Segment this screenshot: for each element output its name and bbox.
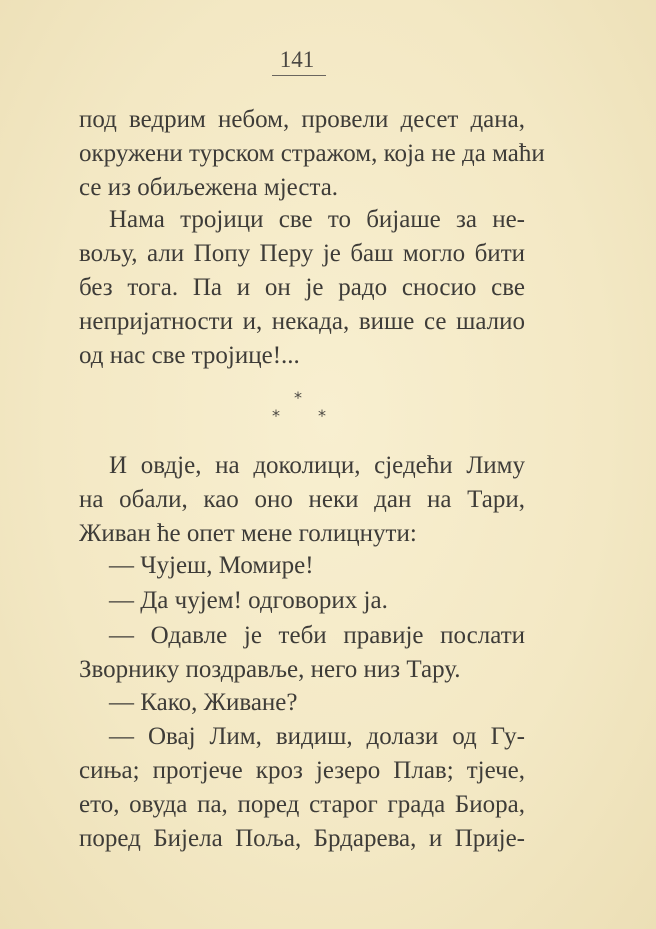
text-line: — Како, Живане? [109,689,298,716]
text-line: — Чујеш, Момире! [109,552,314,579]
text-line: под ведрим небом, провели десет дана, [79,106,525,133]
dialogue-line-4 [79,686,525,720]
page-number: 141 [279,47,315,72]
text-line: — Да чујем! одговорих ја. [109,587,388,614]
asterisk: * [318,406,326,425]
asterisk: * [294,388,302,407]
text-line: ето, овуда па, поред старог града Биора, [79,791,525,818]
text-line: поред Бијела Поља, Брдарева, и Прије- [79,825,525,852]
dialogue-line-5 [79,720,525,856]
section-asterism [250,388,350,428]
text-line: Зворнику поздравље, него низ Тару. [79,656,461,683]
dialogue-line-2 [79,584,525,618]
text-line: — Овај Лим, видиш, долази од Гу- [109,723,525,750]
text-line: се из обиљежена мјеста. [79,174,339,201]
text-line: — Одавле је теби правије послати [109,622,525,649]
paragraph-2 [79,203,525,373]
text-line: сиња; протјече кроз језеро Плав; тјече, [79,757,525,784]
dialogue-line-1 [79,549,525,583]
dialogue-line-3 [79,619,525,687]
text-line: Живан ће опет мене голицнути: [79,520,417,547]
text-line: од нас све тројице!... [79,342,300,369]
paragraph-3 [79,449,525,551]
text-line: вољу, али Попу Перу је баш могло бити [79,240,525,267]
paragraph-1 [79,103,545,205]
asterisk: * [272,406,280,425]
text-line: окружени турском стражом, која не да маћи [79,140,545,167]
text-line: без тога. Па и он је радо сносио све [79,274,525,301]
page-number-rule [272,75,326,76]
text-line: непријатности и, некада, више се шалио [79,308,525,335]
text-line: И овдје, на доколици, сједећи Лиму [109,452,525,479]
text-line: Нама тројици све то бијаше за не- [109,206,525,233]
text-line: на обали, као оно неки дан на Тари, [79,486,525,513]
